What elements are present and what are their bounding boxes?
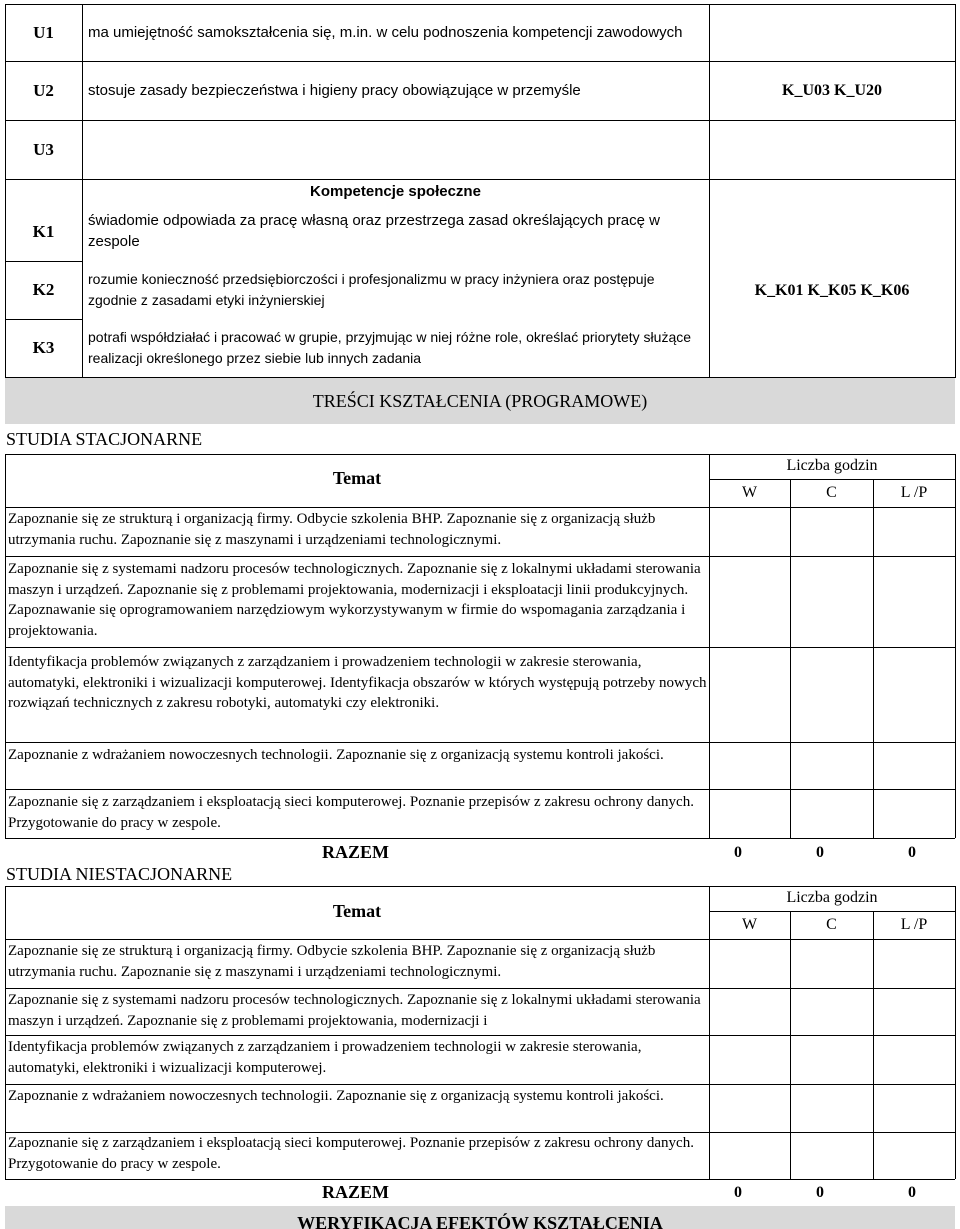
part-time-hours-header: Liczba godzin xyxy=(786,889,878,906)
skill-code-u2: U2 xyxy=(33,80,54,100)
social-text-k1: świadomie odpowiada za pracę własną oraz przestrzega zasad określających pracę w zespole xyxy=(88,212,660,250)
part-time-title: STUDIA NIESTACJONARNE xyxy=(6,864,233,884)
part-time-total-label: RAZEM xyxy=(322,1182,389,1202)
section-title: TREŚCI KSZTAŁCENIA (PROGRAMOWE) xyxy=(312,391,648,411)
stationary-hours-header: Liczba godzin xyxy=(786,457,878,474)
social-code-k3: K3 xyxy=(32,338,55,357)
part-time-topic-header: Temat xyxy=(332,901,382,921)
stationary-topic-5: Zapoznanie się z zarządzaniem i eksploatacją sieci komputerowej. Poznanie przepisów z zakresu ochrony danych. Przygotowanie do pracy w zespole. xyxy=(8,794,694,831)
stationary-topic-3: Identyfikacja problemów związanych z zarządzaniem i prowadzeniem technologii w zakresie sterowania, automatyki, elektroniki i wizualizacji komputerowej. Identyfikacja obszarów w których występują potrzeby nowych rozwiązań technicznych z zakresu robotyki, automatyki czy elektroniki. xyxy=(8,654,707,711)
stationary-topic-2: Zapoznanie się z systemami nadzoru procesów technologicznych. Zapoznanie się z lokalnymi układami sterowania maszyn i urządzeń. Zapoznanie się z problemami projektowania, modernizacji i eksploatacji linii produkcyjnych. Zapoznawanie się oprogramowaniem narzędziowym wykorzystywanym w firmie do wspomagania zarządzania i projektowania. xyxy=(8,561,701,639)
stationary-hours-col-lp: L /P xyxy=(900,484,928,501)
social-ref: K_K01 K_K05 K_K06 xyxy=(754,282,910,299)
stationary-topic-1: Zapoznanie się ze strukturą i organizacją firmy. Odbycie szkolenia BHP. Zapoznanie się z organizacją służb utrzymania ruchu. Zapoznanie się z maszynami i urządzeniami technologicznymi. xyxy=(8,511,656,548)
skill-text-u1: ma umiejętność samokształcenia się, m.in. w celu podnoszenia kompetencji zawodowych xyxy=(88,24,683,41)
part-time-topic-4: Zapoznanie z wdrażaniem nowoczesnych technologii. Zapoznanie się z organizacją systemu kontroli jakości. xyxy=(8,1088,664,1104)
stationary-total-c: 0 xyxy=(816,844,824,861)
social-text-k3: potrafi współdziałać i pracować w grupie, przyjmując w niej różne role, określać priorytety służące realizacji określonego przez siebie lub innych zadania xyxy=(88,329,692,366)
stationary-hours-col-w: W xyxy=(741,484,758,501)
stationary-topic-header: Temat xyxy=(332,468,382,488)
outcomes-table xyxy=(0,0,960,378)
stationary-total-w: 0 xyxy=(734,844,742,861)
skill-ref-u2: K_U03 K_U20 xyxy=(782,81,882,99)
part-time-topic-1: Zapoznanie się ze strukturą i organizacją firmy. Odbycie szkolenia BHP. Zapoznanie się z organizacją służb utrzymania ruchu. Zapoznanie się z maszynami i urządzeniami technologicznymi. xyxy=(8,943,656,980)
skill-text-u2: stosuje zasady bezpieczeństwa i higieny pracy obowiązujące w przemyśle xyxy=(88,82,581,99)
skill-text-u3 xyxy=(88,120,708,179)
stationary-hours-col-c: C xyxy=(826,484,837,501)
part-time-topic-3: Identyfikacja problemów związanych z zarządzaniem i prowadzeniem technologii w zakresie sterowania, automatyki, elektroniki i wizualizacji komputerowej. xyxy=(8,1039,642,1076)
social-heading: Kompetencje społeczne xyxy=(310,182,481,200)
stationary-topic-4: Zapoznanie z wdrażaniem nowoczesnych technologii. Zapoznanie się z organizacją systemu kontroli jakości. xyxy=(8,747,664,763)
part-time-total-lp: 0 xyxy=(908,1184,916,1201)
skill-code-u1: U1 xyxy=(33,22,54,42)
social-code-k1: K1 xyxy=(32,222,55,241)
stationary-total-label: RAZEM xyxy=(322,842,389,862)
part-time-hours-col-lp: L /P xyxy=(900,916,928,933)
part-time-total-c: 0 xyxy=(816,1184,824,1201)
part-time-topic-2: Zapoznanie się z systemami nadzoru procesów technologicznych. Zapoznanie się z lokalnymi układami sterowania maszyn i urządzeń. Zapoznanie się z problemami projektowania, modernizacji i xyxy=(8,992,701,1029)
part-time-topic-5: Zapoznanie się z zarządzaniem i eksploatacją sieci komputerowej. Poznanie przepisów z zakresu ochrony danych. Przygotowanie do pracy w zespole. xyxy=(8,1135,694,1172)
stationary-title: STUDIA STACJONARNE xyxy=(6,429,203,449)
stationary-total-lp: 0 xyxy=(908,844,916,861)
part-time-total-w: 0 xyxy=(734,1184,742,1201)
social-text-k2: rozumie konieczność przedsiębiorczości i profesjonalizmu w pracy inżyniera oraz postępuje zgodnie z zasadami etyki inżynierskiej xyxy=(88,271,655,308)
part-time-hours-col-w: W xyxy=(741,916,758,933)
next-section-title: WERYFIKACJA EFEKTÓW KSZTAŁCENIA xyxy=(297,1213,663,1229)
social-code-k2: K2 xyxy=(32,280,55,299)
next-section-bar xyxy=(5,1206,955,1229)
skill-code-u3: U3 xyxy=(33,139,54,159)
part-time-hours-col-c: C xyxy=(826,916,837,933)
skill-ref-u1 xyxy=(709,4,955,61)
